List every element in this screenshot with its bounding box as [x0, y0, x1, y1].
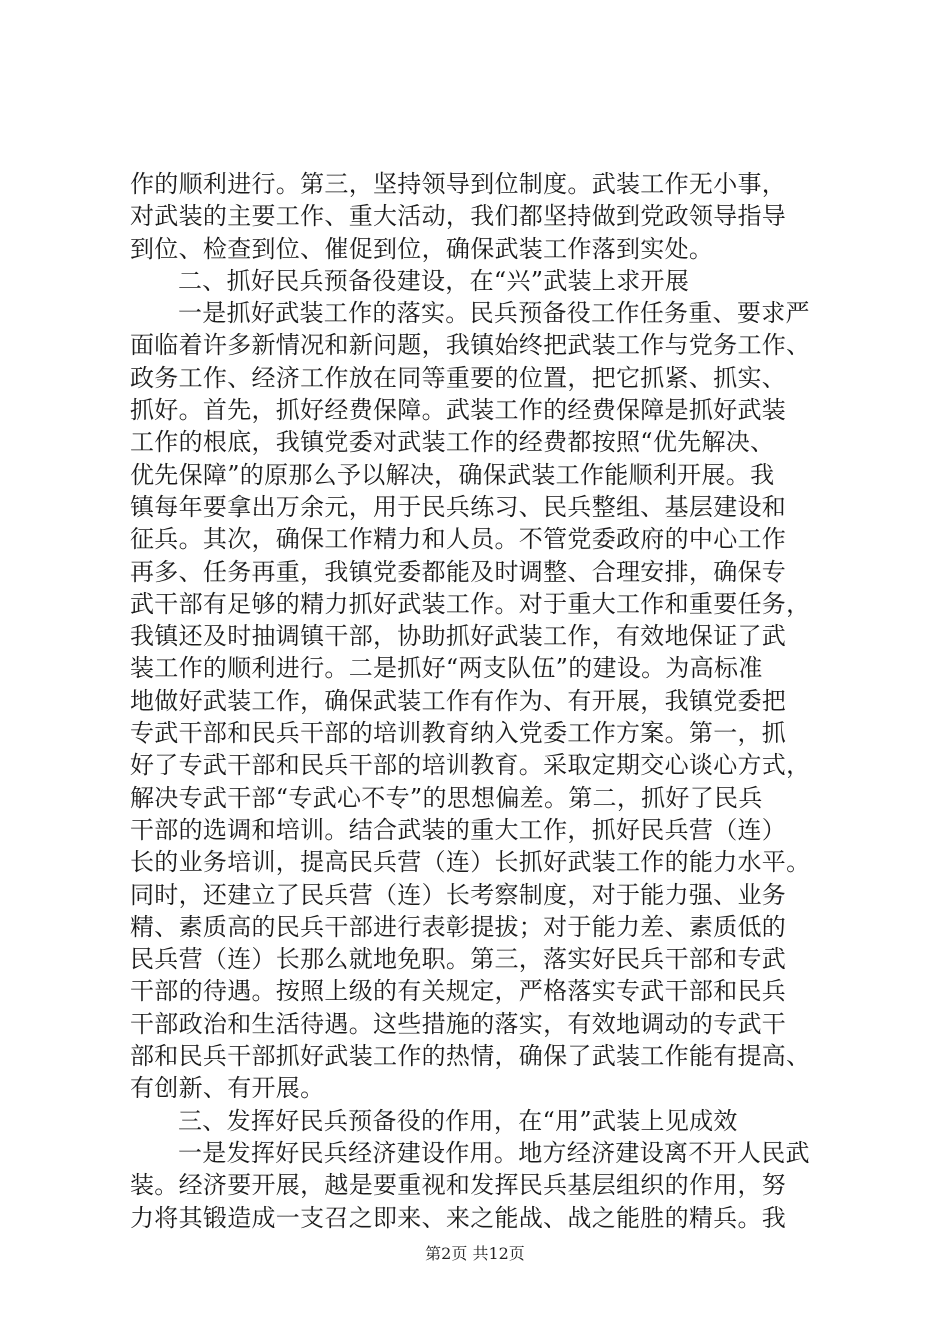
text-line: 干部的选调和培训。结合武装的重大工作，抓好民兵营（连）	[130, 815, 787, 844]
text-line: 面临着许多新情况和新问题，我镇始终把武装工作与党务工作、	[130, 331, 811, 360]
text-line: 政务工作、经济工作放在同等重要的位置，把它抓紧、抓实、	[130, 363, 787, 392]
text-line: 到位、检查到位、催促到位，确保武装工作落到实处。	[130, 234, 714, 263]
text-line: 长的业务培训，提高民兵营（连）长抓好武装工作的能力水平。	[130, 848, 811, 877]
text-line: 专武干部和民兵干部的培训教育纳入党委工作方案。第一，抓	[130, 719, 787, 748]
section-heading-3: 三、发挥好民兵预备役的作用，在“用”武装上见成效	[178, 1106, 738, 1135]
text-line: 干部的待遇。按照上级的有关规定，严格落实专武干部和民兵	[130, 977, 787, 1006]
text-line: 作的顺利进行。第三，坚持领导到位制度。武装工作无小事，	[130, 170, 787, 198]
text-line: 民兵营（连）长那么就地免职。第三，落实好民兵干部和专武	[130, 945, 787, 974]
text-line: 地做好武装工作，确保武装工作有作为、有开展，我镇党委把	[130, 686, 787, 715]
text-line: 工作的根底，我镇党委对武装工作的经费都按照“优先解决、	[130, 428, 775, 457]
text-line: 再多、任务再重，我镇党委都能及时调整、合理安排，确保专	[130, 557, 787, 586]
text-line: 精、素质高的民兵干部进行表彰提拔；对于能力差、素质低的	[130, 912, 787, 941]
text-line: 一是抓好武装工作的落实。民兵预备役工作任务重、要求严	[178, 299, 810, 328]
text-line: 我镇还及时抽调镇干部，协助抓好武装工作，有效地保证了武	[130, 622, 787, 651]
text-line: 一是发挥好民兵经济建设作用。地方经济建设离不开人民武	[178, 1138, 810, 1167]
text-line: 征兵。其次，确保工作精力和人员。不管党委政府的中心工作	[130, 525, 787, 554]
text-line: 装工作的顺利进行。二是抓好“两支队伍”的建设。为高标准	[130, 654, 763, 683]
text-line: 干部政治和生活待遇。这些措施的落实，有效地调动的专武干	[130, 1009, 787, 1038]
text-line: 力将其锻造成一支召之即来、来之能战、战之能胜的精兵。我	[130, 1203, 787, 1232]
document-body	[130, 168, 830, 1234]
text-line: 好了专武干部和民兵干部的培训教育。采取定期交心谈心方式，	[130, 751, 811, 780]
page-number-footer: 第2页 共12页	[425, 1244, 525, 1263]
text-line: 同时，还建立了民兵营（连）长考察制度，对于能力强、业务	[130, 880, 787, 909]
text-line: 武干部有足够的精力抓好武装工作。对于重大工作和重要任务，	[130, 589, 811, 618]
text-line: 镇每年要拿出万余元，用于民兵练习、民兵整组、基层建设和	[130, 492, 787, 521]
text-line: 部和民兵干部抓好武装工作的热情，确保了武装工作能有提高、	[130, 1042, 811, 1071]
text-line: 优先保障”的原那么予以解决，确保武装工作能顺利开展。我	[130, 460, 775, 489]
section-heading-2: 二、抓好民兵预备役建设，在“兴”武装上求开展	[178, 266, 690, 295]
text-line: 解决专武干部“专武心不专”的思想偏差。第二，抓好了民兵	[130, 783, 763, 812]
text-line: 对武装的主要工作、重大活动，我们都坚持做到党政领导指导	[130, 202, 787, 231]
text-line: 有创新、有开展。	[130, 1074, 325, 1103]
text-line: 抓好。首先，抓好经费保障。武装工作的经费保障是抓好武装	[130, 396, 787, 425]
text-line: 装。经济要开展，越是要重视和发挥民兵基层组织的作用，努	[130, 1171, 787, 1200]
